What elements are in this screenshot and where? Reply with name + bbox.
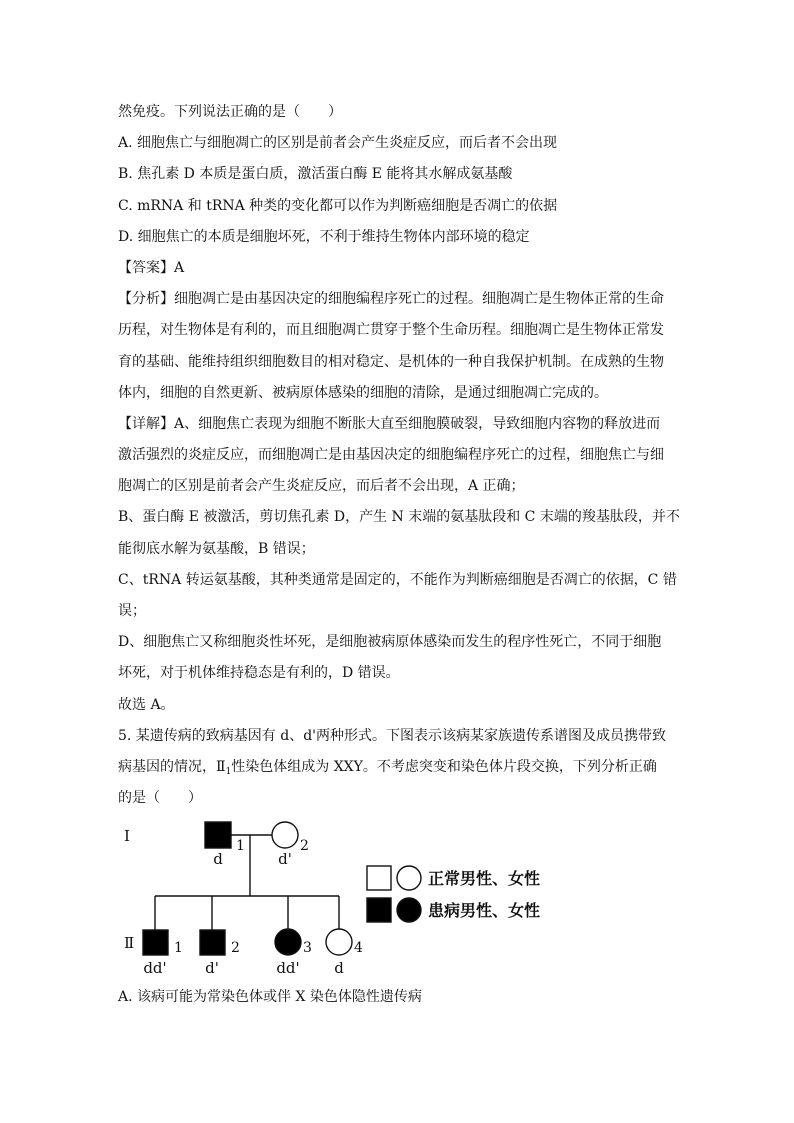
q4-option-d: D. 细胞焦亡的本质是细胞坏死，不利于维持生物体内部环境的稳定 bbox=[118, 228, 530, 245]
q5-stem-line: 的是（ ） bbox=[118, 790, 202, 807]
detail-line: C、tRNA 转运氨基酸，其种类通常是固定的，不能作为判断癌细胞是否凋亡的依据，C 错 bbox=[118, 571, 677, 588]
analysis-line: 历程，对生物体是有利的，而且细胞凋亡贯穿于整个生命历程。细胞凋亡是生物体正常发 bbox=[118, 322, 664, 339]
q5-option-a: A. 该病可能为常染色体或伴 X 染色体隐性遗传病 bbox=[118, 989, 422, 1005]
individual-number: 1 bbox=[236, 838, 245, 854]
analysis-line: 体内，细胞的自然更新、被病原体感染的细胞的清除，是通过细胞凋亡完成的。 bbox=[118, 384, 608, 401]
pedigree-legend bbox=[367, 866, 540, 922]
individual-II-4-female bbox=[326, 929, 352, 955]
pedigree-lines bbox=[155, 835, 339, 930]
legend-affected-male-symbol bbox=[367, 898, 391, 922]
generation-label-1: Ⅰ bbox=[124, 827, 130, 845]
detail-line: B、蛋白酶 E 被激活，剪切焦孔素 D，产生 N 末端的氨基肽段和 C 末端的羧基肽段，并不 bbox=[118, 509, 680, 526]
q4-option-b: B. 焦孔素 D 本质是蛋白质，激活蛋白酶 E 能将其水解成氨基酸 bbox=[118, 166, 513, 183]
individual-number: 3 bbox=[303, 940, 312, 956]
individual-II-3-female bbox=[275, 929, 301, 955]
individual-I-1-male bbox=[205, 822, 231, 848]
detail-line: 胞凋亡的区别是前者会产生炎症反应，而后者不会出现，A 正确； bbox=[118, 478, 525, 495]
generation-label-2: Ⅱ bbox=[124, 934, 135, 952]
genotype-label: dd' bbox=[276, 959, 300, 977]
q5-stem-line: 5. 某遗传病的致病基因有 d、d'两种形式。下图表示该病某家族遗传系谱图及成员携带致 bbox=[118, 727, 667, 744]
genotype-label: dd' bbox=[143, 959, 167, 977]
detail-line: 激活强烈的炎症反应，而细胞凋亡是由基因决定的细胞编程序死亡的过程，细胞焦亡与细 bbox=[118, 447, 664, 464]
detail-line: D、细胞焦亡又称细胞炎性坏死，是细胞被病原体感染而发生的程序性死亡，不同于细胞 bbox=[118, 634, 662, 651]
individual-number: 2 bbox=[231, 940, 240, 956]
analysis-line: 育的基础、能维持组织细胞数目的相对稳定、是机体的一种自我保护机制。在成熟的生物 bbox=[118, 353, 664, 370]
generation-subscript: 1 bbox=[225, 766, 232, 777]
individual-number: 1 bbox=[174, 940, 183, 956]
q4-option-c: C. mRNA 和 tRNA 种类的变化都可以作为判断癌细胞是否凋亡的依据 bbox=[118, 197, 558, 214]
q4-conclusion: 故选 A。 bbox=[118, 696, 175, 713]
q5-stem-before: 病基因的情况，Ⅱ bbox=[118, 758, 226, 775]
q4-answer: 【答案】A bbox=[118, 259, 185, 276]
genotype-label: d bbox=[213, 850, 223, 868]
q4-option-a: A. 细胞焦亡与细胞凋亡的区别是前者会产生炎症反应，而后者不会出现 bbox=[118, 135, 558, 152]
legend-normal-female-symbol bbox=[397, 866, 421, 890]
detail-line: 坏死，对于机体维持稳态是有利的，D 错误。 bbox=[118, 665, 400, 682]
analysis-line: 【分析】细胞凋亡是由基因决定的细胞编程序死亡的过程。细胞凋亡是生物体正常的生命 bbox=[118, 291, 664, 308]
genotype-label: d bbox=[334, 959, 344, 977]
genotype-label: d' bbox=[278, 850, 292, 868]
genotype-label: d' bbox=[205, 959, 219, 977]
q5-stem-after: 性染色体组成为 XXY。不考虑突变和染色体片段交换，下列分析正确 bbox=[231, 758, 657, 775]
q4-stem-tail: 然免疫。下列说法正确的是（ ） bbox=[118, 104, 342, 120]
individual-II-1-male bbox=[143, 930, 168, 955]
individual-I-2-female bbox=[272, 822, 298, 848]
individual-number: 2 bbox=[300, 838, 309, 854]
individual-II-2-male bbox=[200, 930, 225, 955]
legend-affected-female-symbol bbox=[397, 898, 421, 922]
legend-normal-male-symbol bbox=[367, 866, 391, 890]
detail-line: 能彻底水解为氨基酸，B 错误； bbox=[118, 540, 315, 557]
text-body bbox=[118, 97, 718, 814]
pedigree-chart bbox=[110, 810, 560, 980]
individual-number: 4 bbox=[354, 940, 363, 956]
detail-line: 【详解】A、细胞焦亡表现为细胞不断胀大直至细胞膜破裂，导致细胞内容物的释放进而 bbox=[118, 415, 661, 432]
legend-normal-label: 正常男性、女性 bbox=[428, 869, 541, 888]
q5-stem-line bbox=[118, 752, 718, 783]
legend-affected-label: 患病男性、女性 bbox=[428, 901, 541, 920]
detail-line: 误； bbox=[118, 603, 146, 619]
